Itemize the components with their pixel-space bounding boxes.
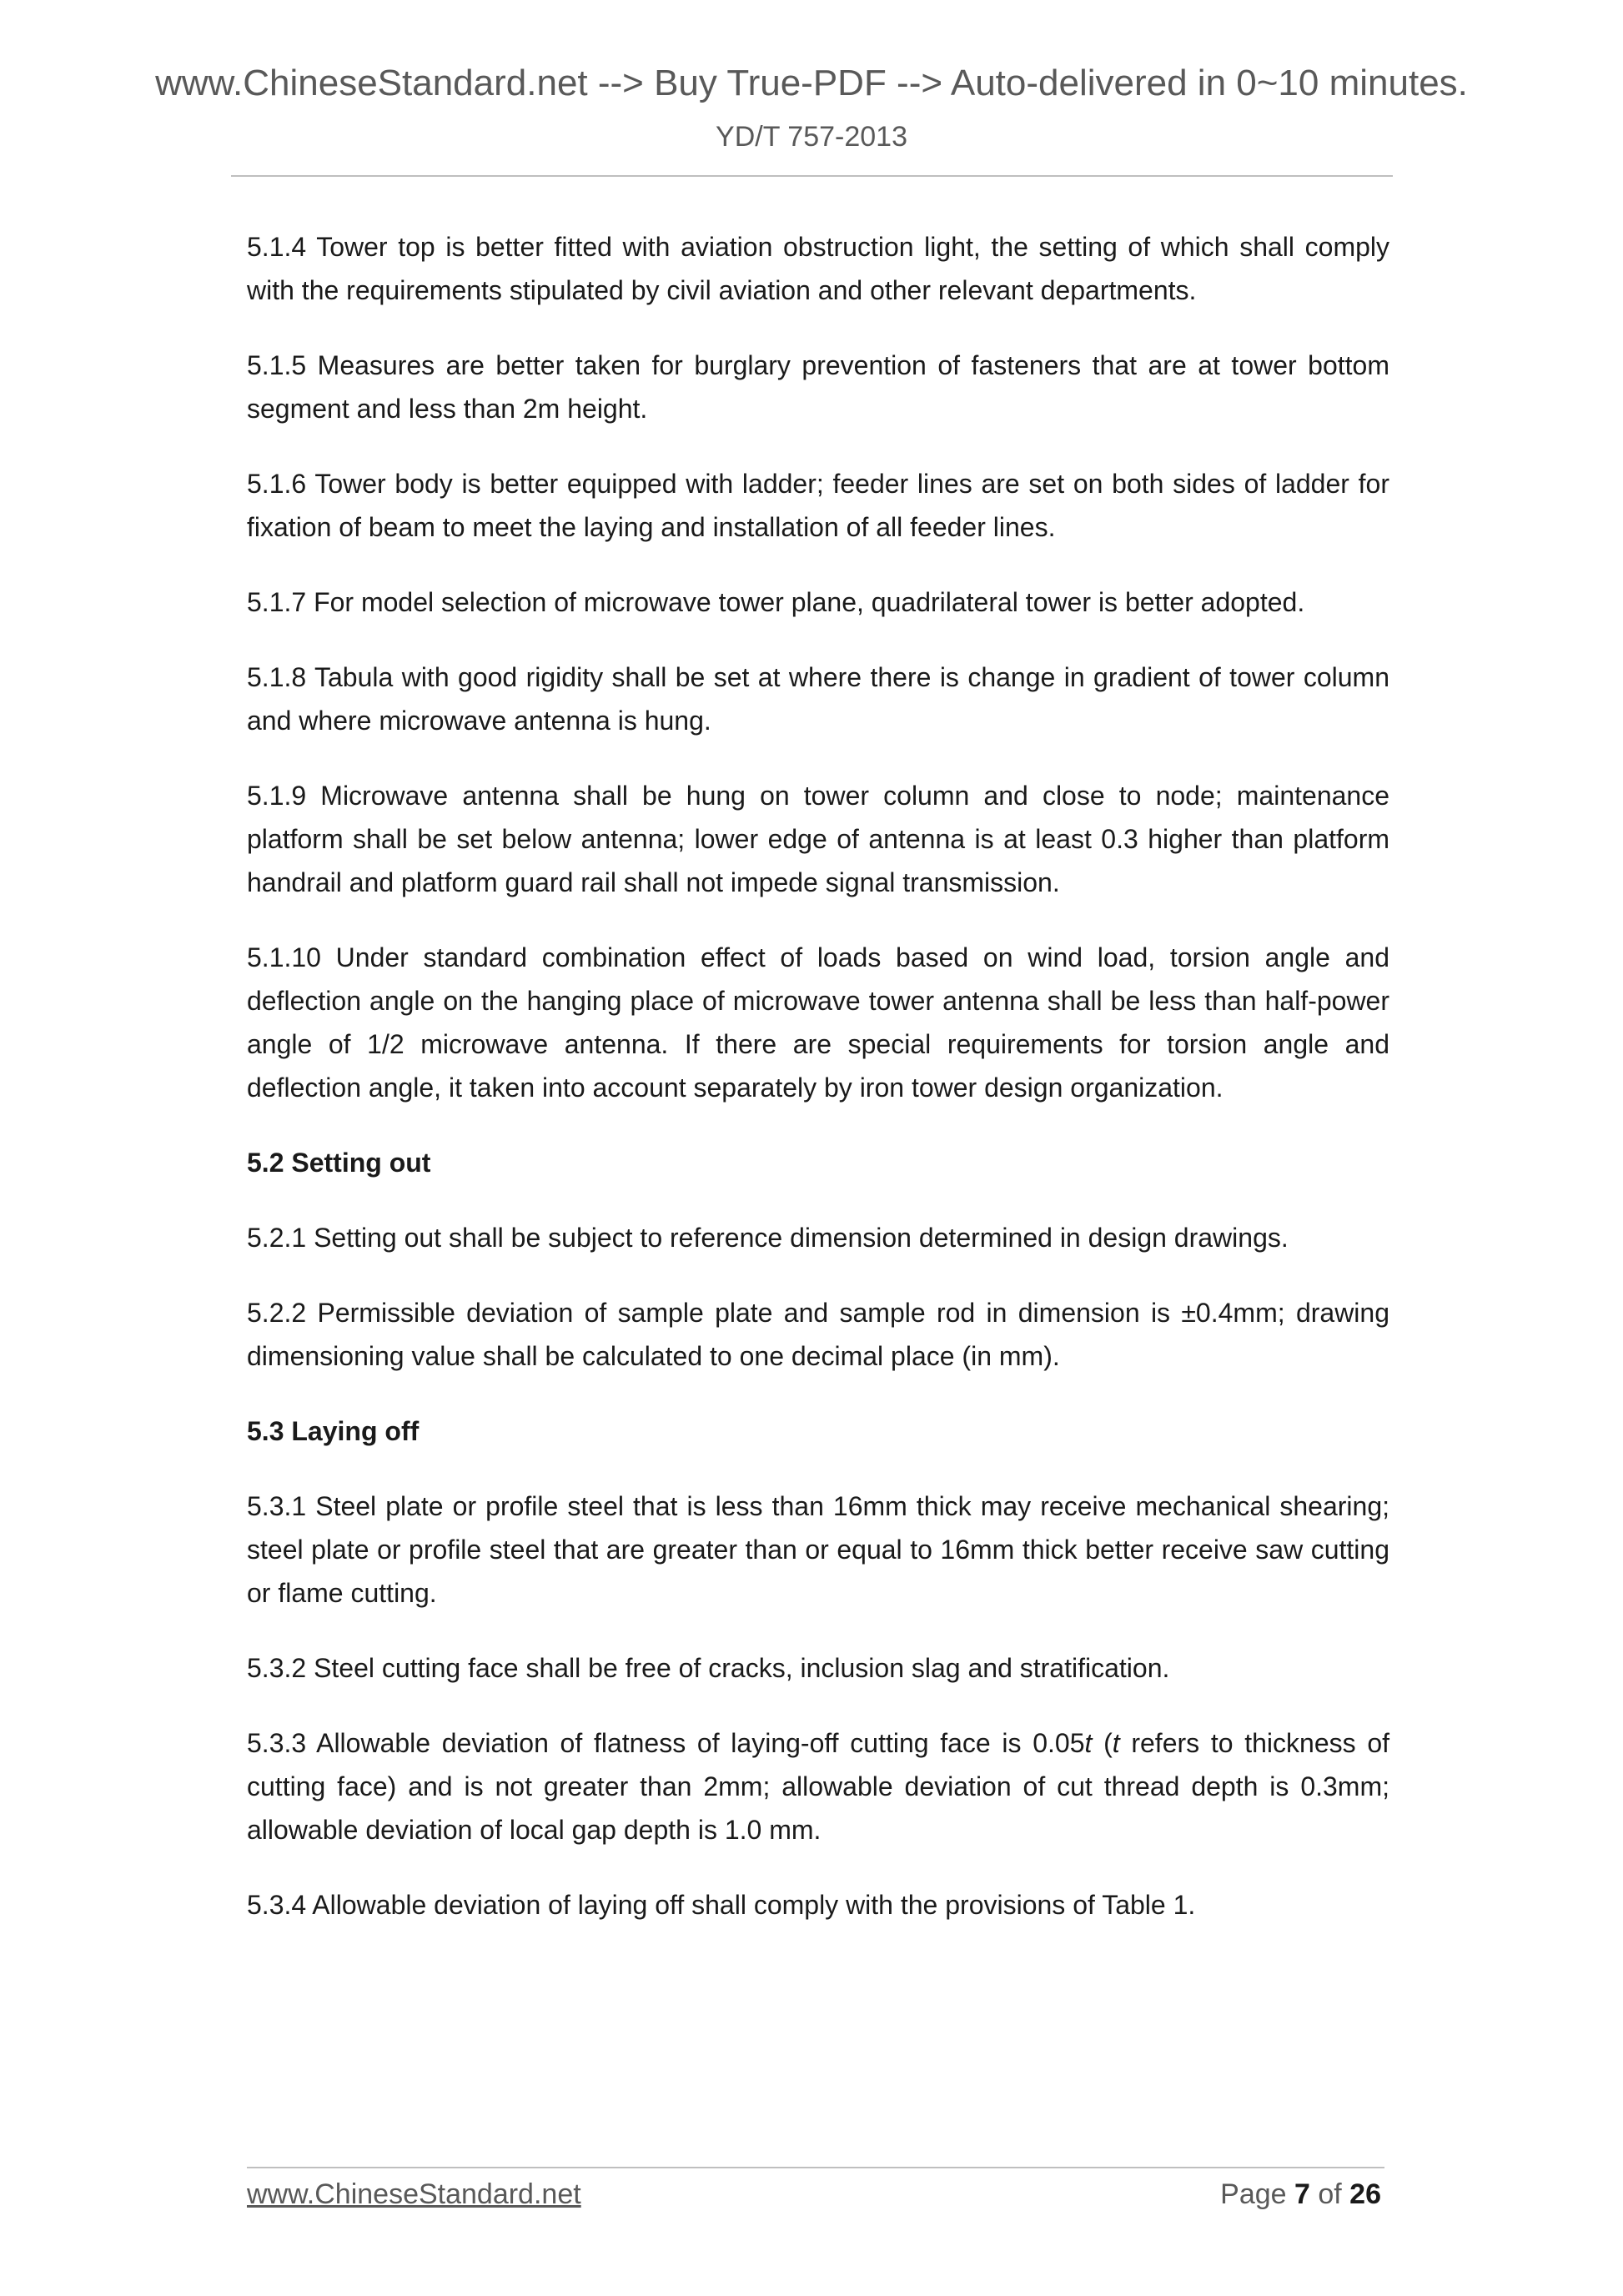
clause-5-1-8: 5.1.8 Tabula with good rigidity shall be set at where there is change in gradient of tower column and where microwave antenna is hung. [247,662,1389,736]
section-heading-5-3: 5.3 Laying off [247,1416,420,1446]
page-indicator [1220,2178,1381,2211]
page-of-label: of [1309,2178,1350,2210]
clause-5-1-7: 5.1.7 For model selection of microwave tower plane, quadrilateral tower is better adopted. [247,587,1305,617]
header-banner-link[interactable]: www.ChineseStandard.net --> Buy True-PDF --> Auto-delivered in 0~10 minutes. [155,63,1468,103]
document-body [247,225,1389,1958]
document-code: YD/T 757-2013 [716,121,907,153]
clause-5-1-5: 5.1.5 Measures are better taken for burglary prevention of fasteners that are at tower bottom segment and less than 2m height. [247,350,1389,424]
header-divider [231,175,1393,177]
thickness-symbol: t [1112,1728,1120,1758]
section-heading-5-2: 5.2 Setting out [247,1148,431,1178]
thickness-symbol: t [1084,1728,1093,1758]
clause-5-3-2: 5.3.2 Steel cutting face shall be free of cracks, inclusion slag and stratification. [247,1653,1170,1683]
clause-5-2-1: 5.2.1 Setting out shall be subject to reference dimension determined in design drawings. [247,1223,1289,1253]
page-current: 7 [1294,2178,1310,2210]
page-label: Page [1220,2178,1294,2210]
clause-5-3-3 [247,1721,1389,1851]
clause-5-1-10: 5.1.10 Under standard combination effect of loads based on wind load, torsion angle and deflection angle on the hanging place of microwave tower antenna shall be less than half-power angle of 1/2 microwave antenna. If there are special requirements for torsion angle and deflection angle, it taken into account separately by iron tower design organization. [247,942,1389,1103]
clause-5-1-6: 5.1.6 Tower body is better equipped with ladder; feeder lines are set on both sides of ladder for fixation of beam to meet the laying and installation of all feeder lines. [247,469,1389,542]
clause-5-3-3-text-c: refers to thickness of cutting face) and is not greater than 2mm; allowable deviation of cut thread depth is 0.3mm; allowable deviation of local gap depth is 1.0 mm. [247,1728,1390,1845]
clause-5-3-3-text-a: 5.3.3 Allowable deviation of flatness of laying-off cutting face is 0.05 [247,1728,1085,1758]
clause-5-2-2: 5.2.2 Permissible deviation of sample plate and sample rod in dimension is ±0.4mm; drawing dimensioning value shall be calculated to one decimal place (in mm). [247,1298,1389,1371]
clause-5-3-3-text-b: ( [1092,1728,1113,1758]
clause-5-1-4: 5.1.4 Tower top is better fitted with aviation obstruction light, the setting of which shall comply with the requirements stipulated by civil aviation and other relevant departments. [247,232,1389,305]
footer-site-link[interactable]: www.ChineseStandard.net [247,2178,581,2210]
clause-5-1-9: 5.1.9 Microwave antenna shall be hung on tower column and close to node; maintenance platform shall be set below antenna; lower edge of antenna is at least 0.3 higher than platform handrail and platform guard rail shall not impede signal transmission. [247,781,1389,897]
clause-5-3-4: 5.3.4 Allowable deviation of laying off shall comply with the provisions of Table 1. [247,1890,1196,1920]
page-total: 26 [1349,2178,1381,2210]
footer-divider [247,2167,1384,2168]
clause-5-3-1: 5.3.1 Steel plate or profile steel that is less than 16mm thick may receive mechanical shearing; steel plate or profile steel that are greater than or equal to 16mm thick better receive saw cutting or flame cutting. [247,1491,1389,1608]
